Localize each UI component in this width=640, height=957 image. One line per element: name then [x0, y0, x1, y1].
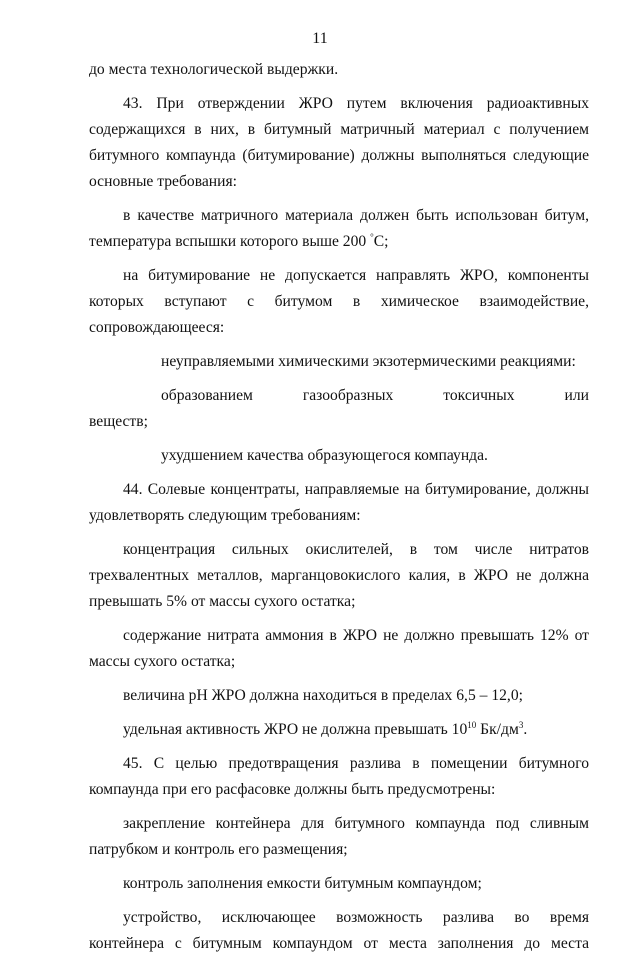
- flash-point-text: температура вспышки которого выше 200: [89, 233, 371, 250]
- paragraph-43-line: битумного компаунда (битумирование) должны выполняться следующие: [89, 147, 589, 164]
- paragraph-44-line: удовлетворять следующим требованиям:: [89, 507, 361, 524]
- requirement-line: закрепление контейнера для битумного компаунда под сливным: [123, 815, 589, 832]
- paragraph-43-line: основные требования:: [89, 173, 237, 190]
- celsius-text: С;: [373, 233, 389, 250]
- exponent: 10: [467, 719, 477, 730]
- paragraph-43-line: 43. При отверждении ЖРО путем включения радиоактивных: [123, 95, 589, 112]
- requirement-line: контроль заполнения емкости битумным компаундом;: [123, 875, 482, 892]
- requirement-line: массы сухого остатка;: [89, 653, 236, 670]
- requirement-line: сопровождающееся:: [89, 319, 225, 336]
- requirement-line: [89, 229, 589, 255]
- requirement-line: контейнера с битумным компаундом от места заполнения до места: [89, 935, 589, 952]
- requirement-line: концентрация сильных окислителей, в том числе нитратов: [123, 541, 589, 558]
- sub-item-line: неуправляемыми химическими экзотермическими реакциями:: [161, 353, 576, 370]
- sub-item-line: ухудшением качества образующегося компаунда.: [161, 447, 488, 464]
- document-body: [89, 57, 589, 957]
- paragraph-44-line: 44. Солевые концентраты, направляемые на битумирование, должны: [123, 481, 589, 498]
- sub-item-line: образованием газообразных токсичных или: [161, 387, 589, 404]
- requirement-line: которых вступают с битумом в химическое взаимодействие,: [89, 293, 589, 310]
- requirement-line: на битумирование не допускается направлять ЖРО, компоненты: [123, 267, 589, 284]
- requirement-line: превышать 5% от массы сухого остатка;: [89, 593, 356, 610]
- text-line: до места технологической выдержки.: [89, 61, 339, 78]
- activity-text: удельная активность ЖРО не должна превышать 10: [123, 721, 468, 738]
- paragraph-45-line: компаунда при его расфасовке должны быть предусмотрены:: [89, 781, 496, 798]
- requirement-line: устройство, исключающее возможность разлива во время: [123, 909, 589, 926]
- degree-symbol: °: [370, 231, 374, 242]
- requirement-line: трехвалентных металлов, марганцовокислого калия, в ЖРО не должна: [89, 567, 589, 584]
- requirement-line: патрубком и контроль его размещения;: [89, 841, 348, 858]
- paragraph-43-line: содержащихся в них, в битумный матричный материал с получением: [89, 121, 589, 138]
- requirement-line: [89, 717, 589, 743]
- requirement-line: содержание нитрата аммония в ЖРО не должно превышать 12% от: [123, 627, 589, 644]
- unit-exponent: 3: [518, 719, 524, 730]
- requirement-line: величина pH ЖРО должна находиться в пределах 6,5 – 12,0;: [123, 687, 523, 704]
- paragraph-45-line: 45. С целью предотвращения разлива в помещении битумного: [123, 755, 589, 772]
- requirement-line: в качестве матричного материала должен быть использован битум,: [123, 207, 589, 224]
- unit-text: Бк/дм: [476, 721, 519, 738]
- sub-item-line: веществ;: [89, 413, 148, 430]
- page-number: 11: [312, 30, 328, 47]
- period: .: [523, 721, 528, 738]
